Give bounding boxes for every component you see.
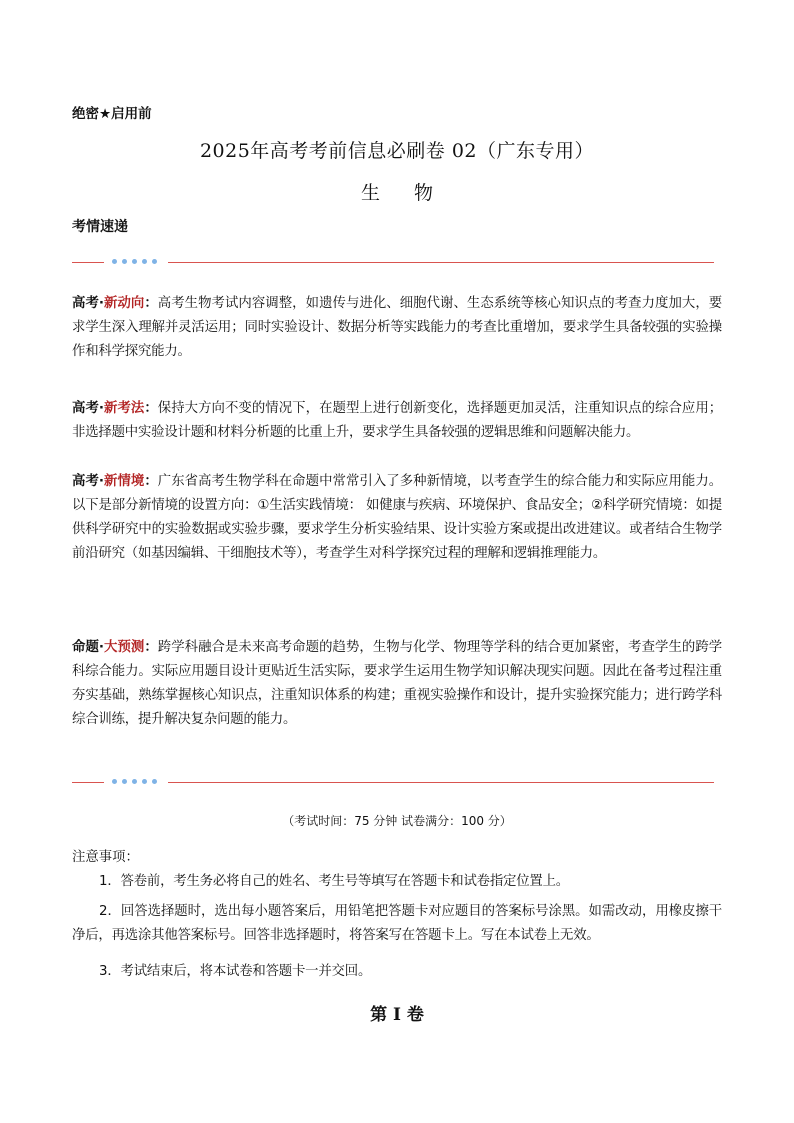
confidential-mark: 绝密★启用前 (72, 106, 152, 122)
top-divider (72, 257, 714, 269)
subject-title: 生 物 (360, 182, 448, 204)
notes-title: 注意事项： (72, 850, 139, 865)
note-item: 1．答卷前，考生务必将自己的姓名、考生号等填写在答题卡和试卷指定位置上。 (99, 874, 569, 889)
overview-item-new-trend (72, 292, 722, 364)
divider-dot-icon (152, 259, 157, 264)
item-text: 跨学科融合是未来高考命题的趋势，生物与化学、物理等学科的结合更加紧密，考查学生的跨学科综合能力。实际应用题目设计更贴近生活实际，要求学生运用生物学知识解决现实问题。因此在备考过程注重夯实基础，熟练掌握核心知识点，注重知识体系的构建；重视实验操作和设计，提升实验探究能力；进行跨学科综合训练，提升解决复杂问题的能力。 (72, 640, 722, 727)
divider-dot-icon (122, 259, 127, 264)
overview-item-prediction (72, 636, 722, 732)
divider-dot-icon (142, 779, 147, 784)
divider-dot-icon (112, 779, 117, 784)
overview-item-new-method (72, 397, 722, 445)
item-text: 广东省高考生物学科在命题中常常引入了多种新情境，以考查学生的综合能力和实际应用能力。以下是部分新情境的设置方向：①生活实践情境： 如健康与疾病、环境保护、食品安全；②科学研究情境：如提供科学研究中的实验数据或实验步骤，要求学生分析实验结果、设计实验方案或提出改进建议。或者结合生物学前沿研究（如基因编辑、干细胞技术等），考查学生对科学探究过程的理解和逻辑推理能力。 (72, 474, 722, 561)
divider-dot-icon (122, 779, 127, 784)
item-text: 高考生物考试内容调整，如遗传与进化、细胞代谢、生态系统等核心知识点的考查力度加大，要求学生深入理解并灵活运用；同时实验设计、数据分析等实践能力的考查比重增加，要求学生具备较强的实验操作和科学探究能力。 (72, 296, 722, 359)
item-label: 高考·新考法： (72, 401, 158, 416)
exam-time-and-score: （考试时间：75 分钟 试卷满分：100 分） (282, 814, 512, 828)
volume-title: 第 I 卷 (370, 1005, 424, 1025)
divider-dot-icon (112, 259, 117, 264)
item-label: 高考·新动向： (72, 296, 158, 311)
note-item: 3．考试结束后，将本试卷和答题卡一并交回。 (99, 964, 372, 979)
overview-heading: 考情速递 (72, 219, 128, 235)
item-text: 保持大方向不变的情况下，在题型上进行创新变化，选择题更加灵活，注重知识点的综合应用；非选择题中实验设计题和材料分析题的比重上升，要求学生具备较强的逻辑思维和问题解决能力。 (72, 401, 722, 440)
item-label: 命题·大预测： (72, 640, 158, 655)
item-label: 高考·新情境： (72, 474, 158, 489)
divider-dot-icon (132, 259, 137, 264)
bottom-divider (72, 777, 714, 789)
divider-dot-icon (152, 779, 157, 784)
note-item: 2．回答选择题时，选出每小题答案后，用铅笔把答题卡对应题目的答案标号涂黑。如需改动，用橡皮擦干净后，再选涂其他答案标号。回答非选择题时，将答案写在答题卡上。写在本试卷上无效。 (72, 904, 722, 943)
exam-title: 2025年高考考前信息必刷卷 02（广东专用） (199, 140, 595, 162)
divider-dot-icon (142, 259, 147, 264)
divider-dot-icon (132, 779, 137, 784)
overview-item-new-context (72, 470, 722, 566)
